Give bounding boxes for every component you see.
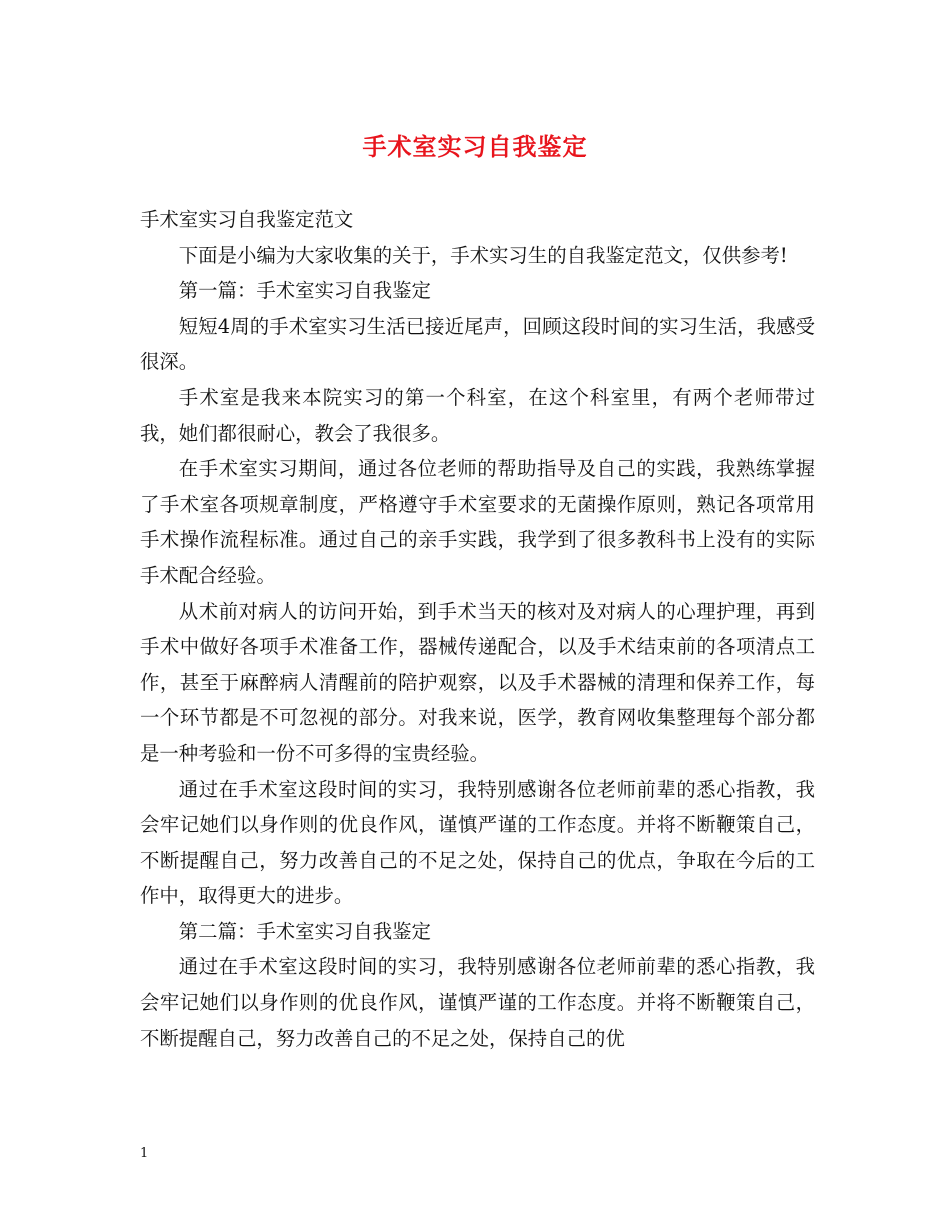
paragraph-intro: 下面是小编为大家收集的关于，手术实习生的自我鉴定范文，仅供参考!: [178, 243, 788, 267]
paragraph: 通过在手术室这段时间的实习，我特别感谢各位老师前辈的悉心指教，我会牢记她们以身作则的优良作风，谨慎严谨的工作态度。并将不断鞭策自己，不断提醒自己，努力改善自己的不足之处，保持自己的优点，争取在今后的工作中，取得更大的进步。: [140, 777, 815, 908]
paragraph: 手术室是我来本院实习的第一个科室，在这个科室里，有两个老师带过我，她们都很耐心，教会了我很多。: [140, 385, 815, 445]
paragraph-subtitle: 手术室实习自我鉴定范文: [140, 208, 354, 231]
document-title: 手术室实习自我鉴定: [362, 132, 588, 161]
section-heading-1: 第一篇：手术室实习自我鉴定: [178, 279, 431, 303]
paragraph: 从术前对病人的访问开始，到手术当天的核对及对病人的心理护理，再到手术中做好各项手术准备工作，器械传递配合，以及手术结束前的各项清点工作，甚至于麻醉病人清醒前的陪护观察，以及手术器械的清理和保养工作，每一个环节都是不可忽视的部分。对我来说，医学，教育网收集整理每个部分都是一种考验和一份不可多得的宝贵经验。: [140, 599, 815, 765]
section-heading-2: 第二篇：手术室实习自我鉴定: [178, 919, 431, 943]
paragraph: 在手术室实习期间，通过各位老师的帮助指导及自己的实践，我熟练掌握了手术室各项规章制度，严格遵守手术室要求的无菌操作原则，熟记各项常用手术操作流程标准。通过自己的亲手实践，我学到了很多教科书上没有的实际手术配合经验。: [140, 457, 815, 587]
page-number: 1: [140, 1146, 149, 1161]
document-body: [140, 202, 815, 1056]
paragraph: 短短4周的手术室实习生活已接近尾声，回顾这段时间的实习生活，我感受很深。: [140, 314, 815, 374]
paragraph: 通过在手术室这段时间的实习，我特别感谢各位老师前辈的悉心指教，我会牢记她们以身作则的优良作风，谨慎严谨的工作态度。并将不断鞭策自己，不断提醒自己，努力改善自己的不足之处，保持自己的优: [140, 955, 815, 1050]
